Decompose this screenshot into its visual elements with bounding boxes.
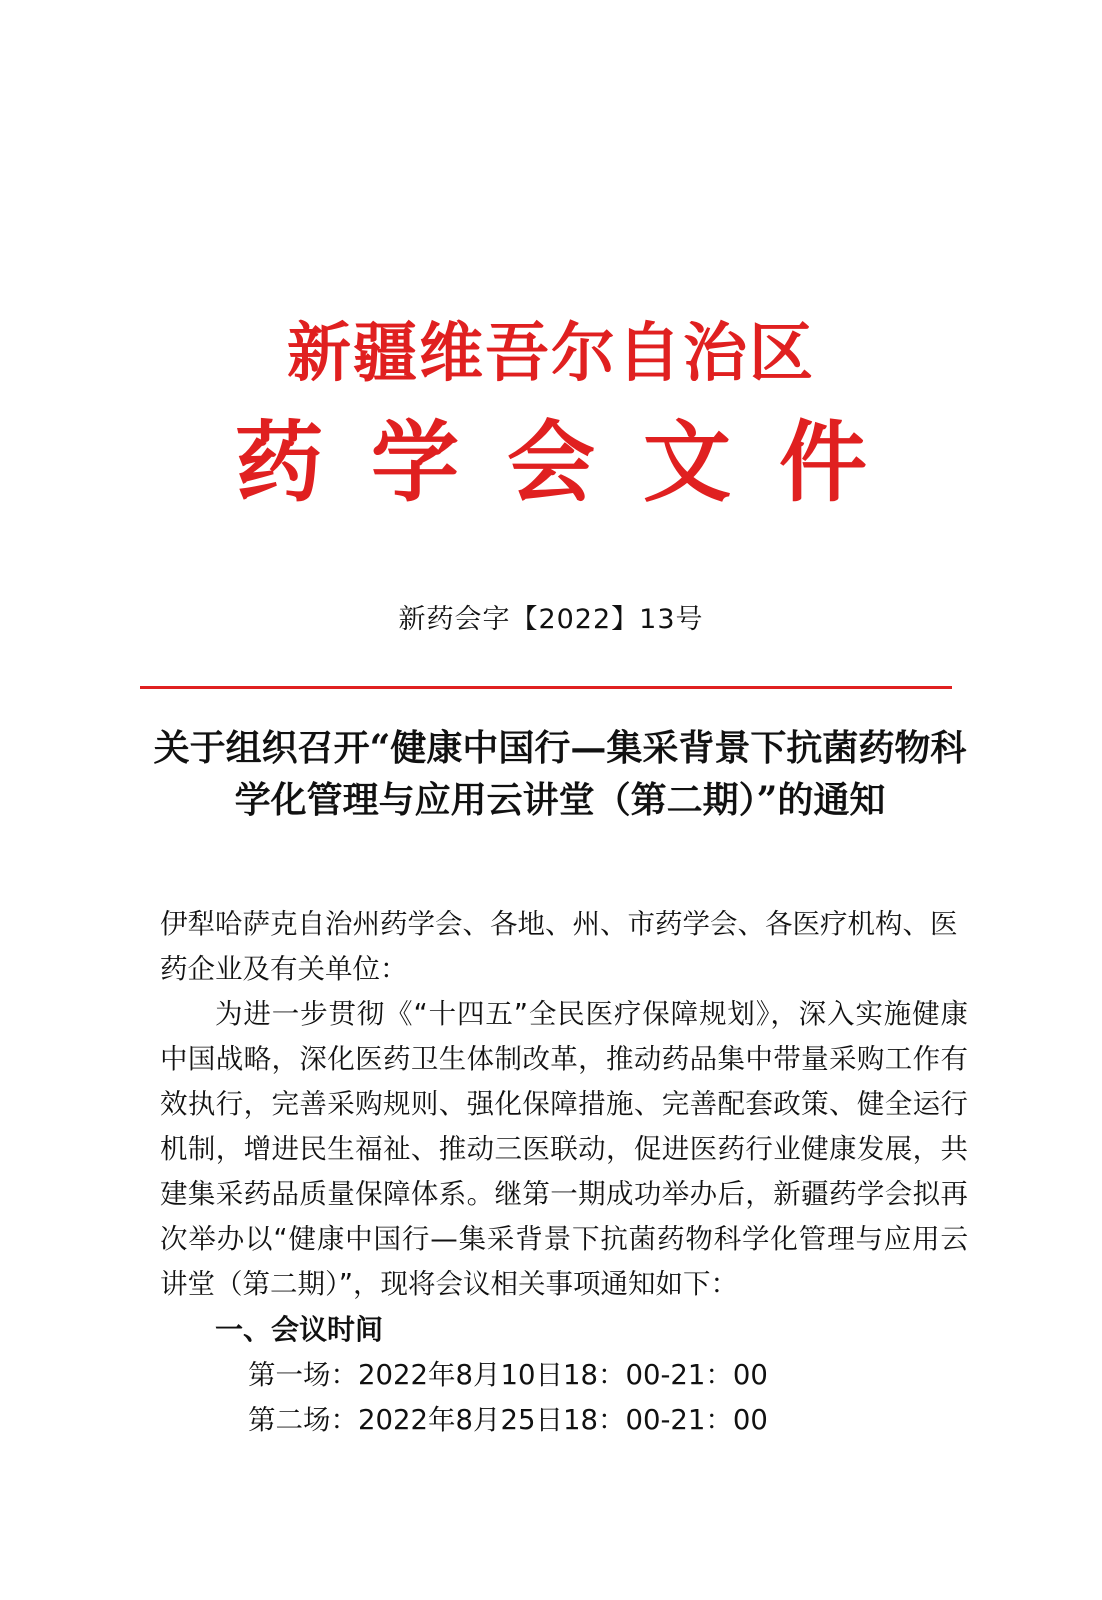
intro-paragraph: 为进一步贯彻《“十四五”全民医疗保障规划》，深入实施健康中国战略，深化医药卫生体制改革，推动药品集中带量采购工作有效执行，完善采购规则、强化保障措施、完善配套政策、健全运行机制，增进民生福祉、推动三医联动，促进医药行业健康发展，共建集采药品质量保障体系。继第一期成功举办后，新疆药学会拟再次举办以“健康中国行—集采背景下抗菌药物科学化管理与应用云讲堂（第二期）”，现将会议相关事项通知如下：	[160, 998, 968, 1300]
notice-title: 关于组织召开“健康中国行—集采背景下抗菌药物科学化管理与应用云讲堂（第二期）”的通知	[153, 727, 967, 821]
session-item: 第二场：2022年8月25日18：00-21：00	[248, 1404, 768, 1436]
doc-type-heading: 药学会文件	[234, 410, 915, 514]
session-item: 第一场：2022年8月10日18：00-21：00	[248, 1359, 768, 1391]
document-number: 新药会字【2022】13号	[398, 604, 704, 635]
recipients: 伊犁哈萨克自治州药学会、各地、州、市药学会、各医疗机构、医药企业及有关单位：	[160, 908, 958, 985]
red-divider	[140, 686, 952, 689]
org-name-heading: 新疆维吾尔自治区	[287, 316, 815, 391]
section-heading-meeting-time: 一、会议时间	[215, 1313, 384, 1346]
notice-body	[160, 902, 968, 1443]
